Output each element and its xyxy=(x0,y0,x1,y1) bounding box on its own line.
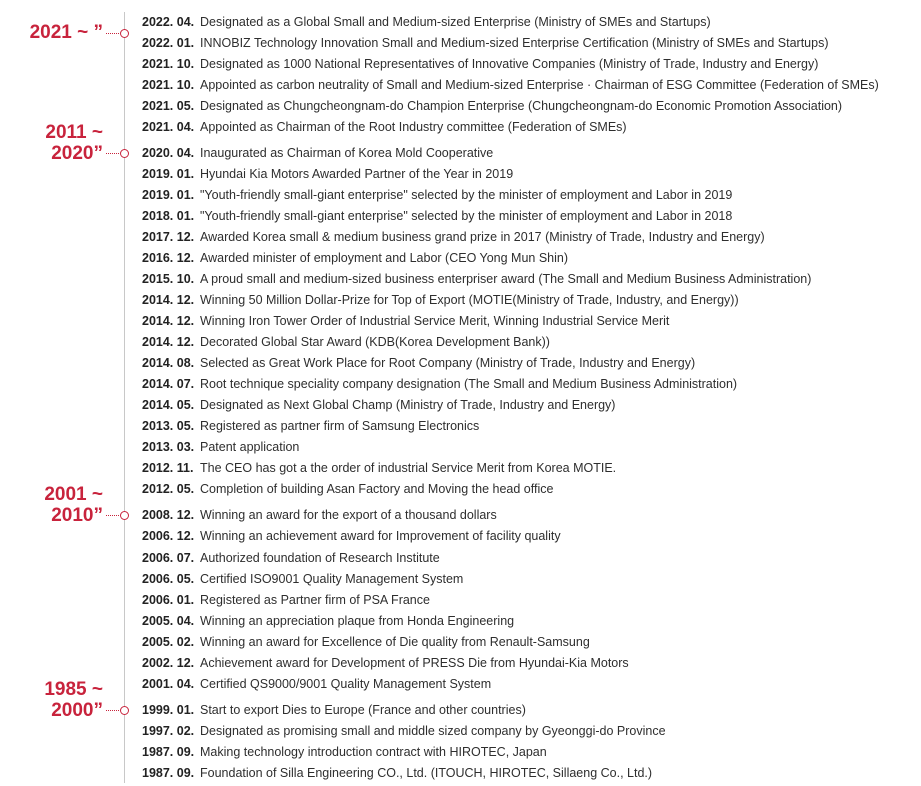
timeline-entry xyxy=(142,481,553,497)
entry-text: Winning 50 Million Dollar-Prize for Top of Export (MOTIE(Ministry of Trade, Industry, and Energy)) xyxy=(200,293,739,308)
entry-date: 2014. 12. xyxy=(142,335,195,350)
entry-date: 2018. 01. xyxy=(142,209,195,224)
timeline-axis-line xyxy=(124,12,125,783)
entry-text: Start to export Dies to Europe (France and other countries) xyxy=(200,702,526,717)
timeline-entry xyxy=(142,634,590,650)
entry-date: 2013. 03. xyxy=(142,440,195,455)
entry-text: Registered as partner firm of Samsung Electronics xyxy=(200,419,480,434)
entry-date: 2002. 12. xyxy=(142,655,195,670)
period-marker-icon xyxy=(120,706,129,715)
entry-date: 2001. 04. xyxy=(142,676,195,691)
period-label: 2001 ~ 2010” xyxy=(44,484,103,527)
entry-date: 2006. 07. xyxy=(142,550,195,565)
timeline-entry xyxy=(142,765,652,781)
entry-text: Awarded Korea small & medium business grand prize in 2017 (Ministry of Trade, Industry and Energy) xyxy=(200,230,765,245)
timeline-entry xyxy=(142,77,879,93)
entry-text: Achievement award for Development of PRESS Die from Hyundai-Kia Motors xyxy=(200,655,629,670)
entry-date: 2014. 05. xyxy=(142,398,195,413)
timeline-entry xyxy=(142,250,568,266)
timeline-entry xyxy=(142,98,842,114)
entry-date: 2014. 07. xyxy=(142,377,195,392)
entry-date: 1987. 09. xyxy=(142,744,195,759)
entry-date: 2005. 02. xyxy=(142,634,195,649)
entry-text: The CEO has got a the order of industrial Service Merit from Korea MOTIE. xyxy=(200,461,617,476)
period-label: 1985 ~ 2000” xyxy=(44,678,103,721)
entry-text: Designated as 1000 National Representatives of Innovative Companies (Ministry of Trade, Industry and Energy) xyxy=(200,57,819,72)
timeline-entry xyxy=(142,14,711,30)
entry-date: 2021. 10. xyxy=(142,78,195,93)
entry-text: Root technique speciality company designation (The Small and Medium Business Administration) xyxy=(200,377,738,392)
entry-text: Certified QS9000/9001 Quality Management System xyxy=(200,676,492,691)
entry-text: Winning an award for the export of a thousand dollars xyxy=(200,508,497,523)
timeline-entry xyxy=(142,334,550,350)
timeline-entry xyxy=(142,723,666,739)
timeline-entry xyxy=(142,119,627,135)
entry-text: Foundation of Silla Engineering CO., Ltd. (ITOUCH, HIROTEC, Sillaeng Co., Ltd.) xyxy=(200,765,653,780)
entry-text: Selected as Great Work Place for Root Company (Ministry of Trade, Industry and Energy) xyxy=(200,356,696,371)
entry-date: 2020. 04. xyxy=(142,146,195,161)
timeline-entry xyxy=(142,613,514,629)
entry-date: 2012. 11. xyxy=(142,461,194,476)
entry-date: 1987. 09. xyxy=(142,765,195,780)
period-connector xyxy=(106,153,119,154)
entry-date: 2019. 01. xyxy=(142,167,195,182)
period-marker-icon xyxy=(120,511,129,520)
entry-text: Awarded minister of employment and Labor (CEO Yong Mun Shin) xyxy=(200,251,569,266)
timeline-entry xyxy=(142,166,513,182)
entry-text: "Youth-friendly small-giant enterprise" selected by the minister of employment and Labor in 2018 xyxy=(200,209,733,224)
timeline-entry xyxy=(142,528,561,544)
entry-text: Completion of building Asan Factory and Moving the head office xyxy=(200,482,554,497)
entry-date: 2021. 10. xyxy=(142,57,195,72)
entry-text: INNOBIZ Technology Innovation Small and Medium-sized Enterprise Certification (Ministry of SMEs and Startups) xyxy=(200,36,829,51)
entry-date: 2021. 04. xyxy=(142,120,195,135)
timeline-entry xyxy=(142,676,491,692)
entry-text: Designated as a Global Small and Medium-sized Enterprise (Ministry of SMEs and Startups) xyxy=(200,15,711,29)
timeline-entry xyxy=(142,292,739,308)
entry-date: 2005. 04. xyxy=(142,613,195,628)
timeline-entry xyxy=(142,271,811,287)
entry-text: Authorized foundation of Research Institute xyxy=(200,550,440,565)
timeline-entry xyxy=(142,56,818,72)
timeline-entry xyxy=(142,460,616,476)
timeline-entry xyxy=(142,229,765,245)
entry-text: Appointed as carbon neutrality of Small and Medium-sized Enterprise · Chairman of ESG Committee (Federation of SMEs) xyxy=(200,78,879,93)
entry-date: 2019. 01. xyxy=(142,188,195,203)
period-connector xyxy=(106,710,119,711)
period-label: 2021 ~ ” xyxy=(29,22,103,43)
entry-date: 2012. 05. xyxy=(142,482,195,497)
timeline-entry xyxy=(142,313,669,329)
entry-text: A proud small and medium-sized business enterpriser award (The Small and Medium Business Administration) xyxy=(200,272,812,287)
entry-date: 2021. 05. xyxy=(142,99,195,114)
entry-date: 2016. 12. xyxy=(142,251,195,266)
period-marker-icon xyxy=(120,29,129,38)
timeline-entry xyxy=(142,355,695,371)
period-marker-icon xyxy=(120,149,129,158)
timeline-entry xyxy=(142,439,299,455)
entry-text: Appointed as Chairman of the Root Industry committee (Federation of SMEs) xyxy=(200,120,627,135)
timeline-entry xyxy=(142,744,547,760)
timeline-entry xyxy=(142,35,829,51)
period-connector xyxy=(106,33,119,34)
entry-date: 2022. 01. xyxy=(142,36,195,51)
entry-text: Designated as Next Global Champ (Ministry of Trade, Industry and Energy) xyxy=(200,398,616,413)
timeline-entry xyxy=(142,376,737,392)
period-label: 2011 ~ 2020” xyxy=(45,122,103,165)
entry-date: 2014. 12. xyxy=(142,314,195,329)
entry-text: Winning an award for Excellence of Die quality from Renault-Samsung xyxy=(200,634,590,649)
timeline-entry xyxy=(142,592,430,608)
entry-text: Making technology introduction contract with HIROTEC, Japan xyxy=(200,744,547,759)
entry-text: Designated as promising small and middle sized company by Gyeonggi-do Province xyxy=(200,723,666,738)
entry-date: 2006. 01. xyxy=(142,592,195,607)
entry-text: Patent application xyxy=(200,440,300,455)
timeline-entry xyxy=(142,571,463,587)
timeline-entry xyxy=(142,145,493,161)
entry-date: 2014. 12. xyxy=(142,293,195,308)
timeline-entry xyxy=(142,550,440,566)
timeline-entry xyxy=(142,418,479,434)
entry-text: Winning an achievement award for Improvement of facility quality xyxy=(200,529,561,544)
entry-text: Winning Iron Tower Order of Industrial Service Merit, Winning Industrial Service Merit xyxy=(200,314,670,329)
entry-text: Decorated Global Star Award (KDB(Korea Development Bank)) xyxy=(200,335,550,350)
entry-date: 2006. 12. xyxy=(142,529,195,544)
entry-text: Inaugurated as Chairman of Korea Mold Cooperative xyxy=(200,146,494,161)
entry-date: 1999. 01. xyxy=(142,702,195,717)
entry-text: Registered as Partner firm of PSA France xyxy=(200,592,430,607)
entry-date: 2017. 12. xyxy=(142,230,195,245)
period-connector xyxy=(106,515,119,516)
entry-text: Hyundai Kia Motors Awarded Partner of the Year in 2019 xyxy=(200,167,514,182)
entry-date: 2008. 12. xyxy=(142,508,195,523)
timeline-entry xyxy=(142,507,497,523)
entry-date: 2015. 10. xyxy=(142,272,195,287)
entry-date: 2006. 05. xyxy=(142,571,195,586)
entry-date: 1997. 02. xyxy=(142,723,195,738)
entry-date: 2022. 04. xyxy=(142,15,195,29)
entry-date: 2014. 08. xyxy=(142,356,195,371)
entry-text: Designated as Chungcheongnam-do Champion Enterprise (Chungcheongnam-do Economic Promotion Association) xyxy=(200,99,843,114)
timeline-entry xyxy=(142,187,732,203)
timeline-entry xyxy=(142,655,629,671)
entry-text: "Youth-friendly small-giant enterprise" selected by the minister of employment and Labor in 2019 xyxy=(200,188,733,203)
timeline-entry xyxy=(142,702,526,718)
timeline-entry xyxy=(142,208,732,224)
entry-date: 2013. 05. xyxy=(142,419,195,434)
entry-text: Certified ISO9001 Quality Management System xyxy=(200,571,464,586)
entry-text: Winning an appreciation plaque from Honda Engineering xyxy=(200,613,515,628)
timeline-entry xyxy=(142,397,615,413)
